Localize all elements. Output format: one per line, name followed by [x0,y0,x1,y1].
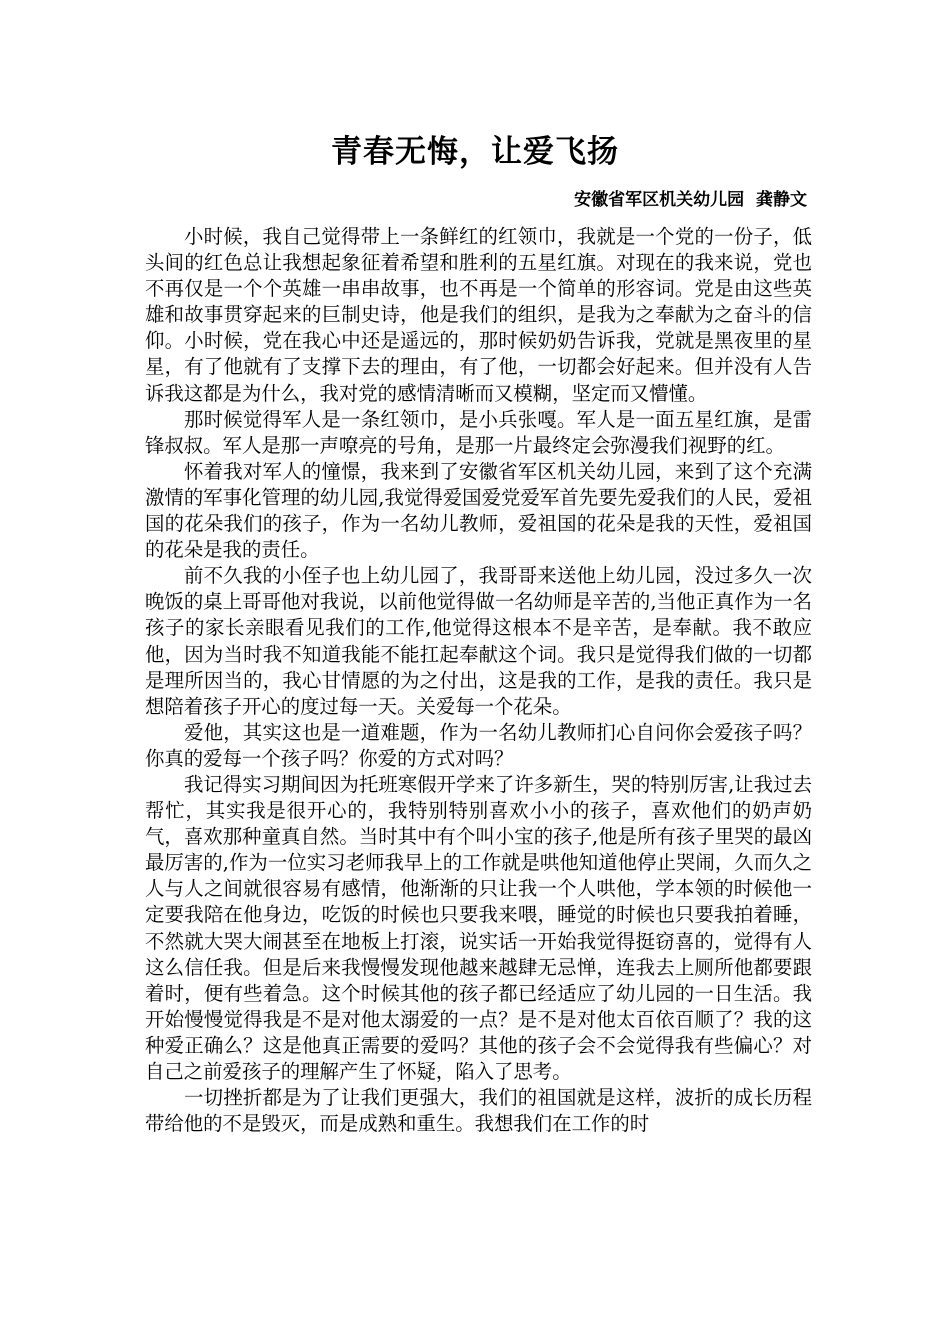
author-line: 安徽省军区机关幼儿园 龚静文 [574,190,807,210]
document-title: 青春无悔，让爱飞扬 [331,134,619,170]
paragraph: 爱他，其实这也是一道难题，作为一名幼儿教师扪心自问你会爱孩子吗？你真的爱每一个孩子吗？你爱的方式对吗？ [145,720,812,770]
paragraph: 一切挫折都是为了让我们更强大，我们的祖国就是这样，波折的成长历程带给他的不是毁灭，而是成熟和重生。我想我们在工作的时 [145,1086,812,1136]
paragraph: 那时候觉得军人是一条红领巾，是小兵张嘎。军人是一面五星红旗，是雷锋叔叔。军人是那一声嘹亮的号角，是那一片最终定会弥漫我们视野的红。 [145,407,812,457]
paragraph: 怀着我对军人的憧憬，我来到了安徽省军区机关幼儿园，来到了这个充满激情的军事化管理的幼儿园,我觉得爱国爱党爱军首先要先爱我们的人民，爱祖国的花朵我们的孩子，作为一名幼儿教师，爱祖国的花朵是我的天性，爱祖国的花朵是我的责任。 [145,459,812,562]
paragraph: 我记得实习期间因为托班寒假开学来了许多新生，哭的特别厉害,让我过去帮忙，其实我是很开心的，我特别特别喜欢小小的孩子，喜欢他们的奶声奶气，喜欢那种童真自然。当时其中有个叫小宝的孩子,他是所有孩子里哭的最凶最厉害的,作为一位实习老师我早上的工作就是哄他知道他停止哭闹，久而久之人与人之间就很容易有感情，他渐渐的只让我一个人哄他，学本领的时候他一定要我陪在他身边，吃饭的时候也只要我来喂，睡觉的时候也只要我拍着睡，不然就大哭大闹甚至在地板上打滚，说实话一开始我觉得挺窃喜的，觉得有人这么信任我。但是后来我慢慢发现他越来越肆无忌惮，连我去上厕所他都要跟着时，便有些着急。这个时候其他的孩子都已经适应了幼儿园的一日生活。我开始慢慢觉得我是不是对他太溺爱的一点？是不是对他太百依百顺了？我的这种爱正确么？这是他真正需要的爱吗？其他的孩子会不会觉得我有些偏心？对自己之前爱孩子的理解产生了怀疑，陷入了思考。 [145,772,812,1083]
paragraph: 前不久我的小侄子也上幼儿园了，我哥哥来送他上幼儿园，没过多久一次晚饭的桌上哥哥他对我说，以前他觉得做一名幼师是辛苦的,当他正真作为一名孩子的家长亲眼看见我们的工作,他觉得这根本不是辛苦，是奉献。我不敢应他，因为当时我不知道我能不能扛起奉献这个词。我只是觉得我们做的一切都是理所因当的，我心甘情愿的为之付出，这是我的工作，是我的责任。我只是想陪着孩子开心的度过每一天。关爱每一个花朵。 [145,564,812,718]
paragraph: 小时候，我自己觉得带上一条鲜红的红领巾，我就是一个党的一份子，低头间的红色总让我想起象征着希望和胜利的五星红旗。对现在的我来说，党也不再仅是一个个英雄一串串故事，也不再是一个简单的形容词。党是由这些英雄和故事贯穿起来的巨制史诗，他是我们的组织，是我为之奉献为之奋斗的信仰。小时候，党在我心中还是遥远的，那时候奶奶告诉我，党就是黑夜里的星星，有了他就有了支撑下去的理由，有了他，一切都会好起来。但并没有人告诉我这都是为什么，我对党的感情清晰而又模糊，坚定而又懵懂。 [145,225,812,405]
document-body [145,224,812,1137]
